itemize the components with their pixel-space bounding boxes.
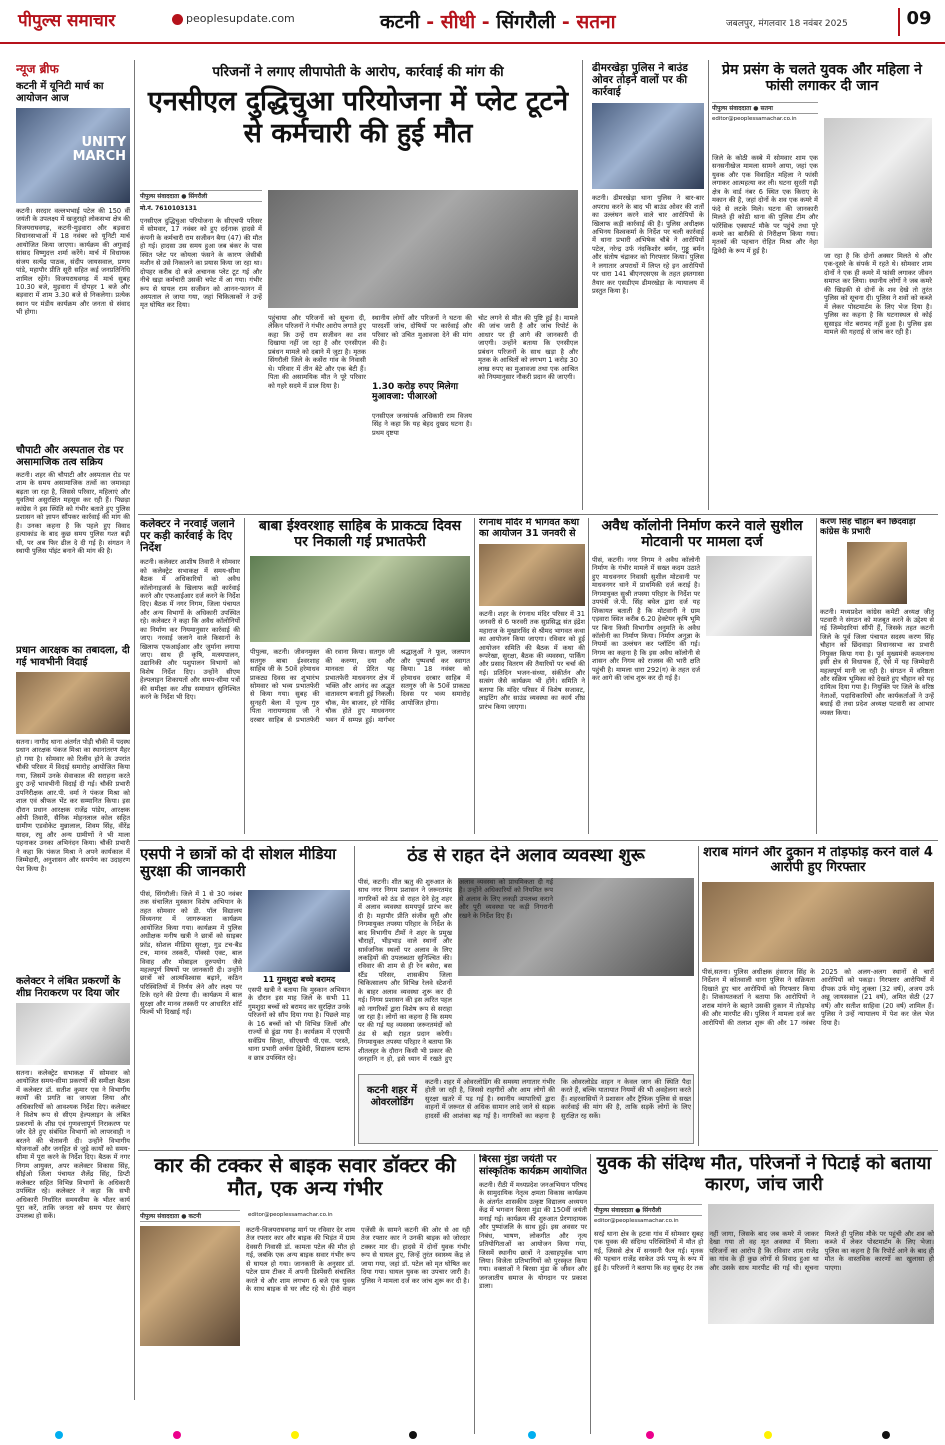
dhimarkheda-body: कटनी। ढीमरखेड़ा थाना पुलिस ने बार-बार अपराध करने के बाद भी बाउंड ओवर की शर्तों का उल्लंघन करने वाले चार आरोपियों के खिलाफ कड़ी कार्रवाई की है। पुलिस अधीक्षक अभिनय विश्वकर्मा के निर्देश पर चली कार्रवाई में थाना प्रभारी अभिषेक चौबे ने आरोपियों पटेल, नरेन्द्र उर्फ नंदकिशोर बर्मन, गुड्डू बर्मन और संतोष चंद्राकर को गिरफ्तार किया। पुलिस ने लगातार अपराधों में लिप्त रहे इन आरोपियों पर धारा 141 बीएनएसएस के तहत इस्तगासा तैयार कर एसडीएम ढीमरखेड़ा के न्यायालय में प्रस्तुत किया है।: [592, 194, 704, 295]
sp-school-photo: [248, 890, 350, 972]
section-satna: सतना: [576, 11, 616, 33]
sharab-accused-photo: [702, 882, 934, 962]
alav-story: [358, 846, 694, 1146]
lead-kicker: परिजनों ने लगाए लीपापोती के आरोप, कार्रवाई की मांग की: [212, 64, 504, 80]
website-link[interactable]: peoplesupdate.com: [186, 12, 295, 25]
alav-headline: ठंड से राहत देने अलाव व्यवस्था शुरू: [407, 846, 645, 866]
section-title: कटनी - सीधी - सिंगरौली - सतना: [380, 11, 616, 33]
dhimarkheda-photo: [592, 103, 704, 189]
car-story: [140, 1154, 470, 1434]
page-number: 09: [898, 8, 938, 36]
lead-col-4: चोट लगने से मौत की पुष्टि हुई है। मामले की जांच जारी है और जांच रिपोर्ट के आधार पर ही आगे की जानकारी दी जाएगी। उन्होंने बताया कि एनसीएल प्रबंधन परिजनों के साथ खड़ा है और मृतक के आश्रितों को लगभग 1 करोड़ 30 लाख रुपए का मुआवजा तथा एक आश्रित को नियमानुसार नौकरी प्रदान की जाएगी।: [478, 314, 578, 382]
yuvak-email[interactable]: editor@peoplessamachar.co.in: [594, 1218, 679, 1224]
prem-byline: पीपुल्स संवाददाता ● सतना: [712, 102, 818, 114]
avaidh-headline: अवैध कॉलोनी निर्माण करने वाले सुशील मोटवानी पर मामला दर्ज: [601, 518, 803, 551]
karan-body: कटनी। मध्यप्रदेश कांग्रेस कमेटी अध्यक्ष जीतू पटवारी ने संगठन को मजबूत करने के उद्देश्य से नई जिम्मेदारियां सौंपी हैं, जिसके तहत कटनी जिले के पूर्व जिला पंचायत सदस्य करण सिंह चौहान को छिंदवाड़ा विधानसभा का प्रभारी नियुक्त किया गया है। पूर्व मुख्यमंत्री कमलनाथ इसी क्षेत्र से विधायक हैं, ऐसे में यह जिम्मेदारी महत्वपूर्ण मानी जा रही है। संगठन में वरिष्ठता और सक्रिय भूमिका को देखते हुए चौहान को यह दायित्व दिया गया है। नियुक्ति पर जिले के वरिष्ठ नेताओं, पदाधिकारियों और कार्यकर्ताओं ने उन्हें बधाई दी तथा प्रदेश अध्यक्ष पटवारी का आभार व्यक्त किया।: [820, 607, 934, 717]
sharab-story: [702, 846, 934, 1146]
masthead: [0, 0, 945, 44]
rangnath-photo: [479, 544, 585, 606]
alav-body: पीसं, कटनी। शीत ऋतु की शुरुआत के साथ नगर निगम प्रशासन ने जरूरतमंद नागरिकों को ठंड से राहत देने हेतु शहर में अलाव व्यवस्था समयपूर्व प्रारंभ कर दी है। महापौर प्रीति संजीव सूरी और निगमायुक्त तपस्या परिहार के निर्देश के बाद विभागीय टीमों ने शहर के प्रमुख चौराहों, भीड़भाड़ वाले स्थानों और सार्वजनिक स्थलों पर अलाव के लिए लकड़ियों की उपलब्धता सुनिश्चित की। रविवार की शाम से ही रेन बसेरा, बस स्टैंड परिसर, शासकीय जिला चिकित्सालय और विभिन्न रेलवे स्टेशनों के बाहर अलाव व्यवस्था शुरू कर दी गई। निगम प्रशासन की इस त्वरित पहल को नागरिकों द्वारा विशेष रूप से सराहा जा रहा है। लोगों का कहना है कि समय पर की गई यह व्यवस्था जरूरतमंदों को ठंड से बड़ी राहत प्रदान करेगी। निगमायुक्त तपस्या परिहार ने बताया कि शीतलहर के दौरान किसी भी प्रकार की जनहानि न हो, इसे ध्यान में रखते हुए: [358, 878, 452, 1064]
news-brief-column: [16, 60, 130, 1400]
lead-photo-plant: [268, 190, 578, 308]
birsa-headline: बिरसा मुंडा जयंती पर सांस्कृतिक कार्यक्रम आयोजित: [479, 1154, 587, 1177]
lead-col-3b: एनसीएल जनसंपर्क अधिकारी राम विजय सिंह ने कहा कि यह बेहद दुखद घटना है। प्रथम दृष्टया: [372, 412, 472, 437]
brief-3-body: सतना। नागौद थाना अंतर्गत पोड़ी चौकी में पदस्थ प्रधान आरक्षक पंकज मिश्रा का स्थानांतरण मैहर हो गया है। सोमवार को रिलीव होने के उपरांत चौकी परिसर में विदाई समारोह आयोजित किया गया, जिसमें उनके सेवाकाल की सराहना करते हुए उन्हें भावभीनी विदाई दी गई। चौकी प्रभारी उपनिरीक्षक आर.पी. वर्मा ने पंकज मिश्रा को शाल एवं श्रीफल भेंट कर सम्मानित किया। इस दौरान प्रधान आरक्षक राजेंद्र पांडेय, आरक्षक ओपी तिवारी, सैनिक मोहनलाल कोल सहित ग्रामीण एडवोकेट मुन्नालाल, शिवम सिंह, वीरेंद्र यादव, रघु और अन्य ग्रामीणों ने भी माला पहनाकर उनका अभिनंदन किया। चौकी प्रभारी ने कहा कि पंकज मिश्रा ने अपने कार्यकाल में जिम्मेदारी, अनुशासन और समर्पण का उदाहरण पेश किया है।: [16, 738, 130, 873]
unity-march-photo: [16, 108, 130, 203]
brief-1-body: कटनी। सरदार वल्लभभाई पटेल की 150 वीं जयंती के उपलक्ष्य में खजुराहो लोकसभा क्षेत्र की विजयराघवगढ़, कटनी-मुड़वारा और बड़वारा विधानसभाओं में 18 नवंबर को यूनिटी मार्च आयोजित किया जाएगा। कार्यक्रम की अगुवाई सांसद विष्णुदत्त शर्मा करेंगे। मार्च में विधायक संजय सत्येंद्र पाठक, संदीप जायसवाल, प्रणय पांडे, महापौर प्रीति सूरी सहित कई जनप्रतिनिधि शामिल रहेंगे। विजयराघवगढ़ में मार्च सुबह 10.30 बजे, मुड़वारा में दोपहर 1 बजे और बड़वारा में शाम 3.30 बजे से निकलेगा। प्रत्येक स्थान पर मंडीय कार्यक्रम और जनता से संवाद भी होगा।: [16, 207, 130, 317]
farewell-photo: [16, 672, 130, 734]
section-sidhi: सीधी: [440, 11, 476, 33]
overloading-body: कटनी। शहर में ओवरलोडिंग की समस्या लगातार गंभीर होती जा रही है, जिससे राहगीरों और आम लोगों की सुरक्षा खतरे में पड़ गई है। स्थानीय व्यापारियों द्वारा वाहनों में जरूरत से अधिक सामान लादे जाने से सड़क हादसों की आशंका बढ़ गई है। नागरिकों का कहना है कि ओवरलोडेड वाहन न केवल जान की स्थिति पैदा करते हैं, बल्कि यातायात नियमों की भी अवहेलना करते हैं। शहरवासियों ने प्रशासन और ट्रैफिक पुलिस से सख्त कार्रवाई की मांग की है, ताकि सड़कें लोगों के लिए सुरक्षित रह सकें।: [425, 1078, 691, 1120]
section-katni: कटनी: [380, 11, 420, 33]
collector-story: [140, 518, 240, 838]
avaidh-story: [592, 518, 812, 838]
lead-byline: पीपुल्स संवाददाता ● सिंगरौली: [140, 190, 262, 202]
birsa-body: कटनी। रीठी में मध्यप्रदेश जनअभियान परिषद के सामुदायिक नेतृत्व क्षमता विकास कार्यक्रम के अंतर्गत शासकीय उत्कृष्ट विद्यालय अध्ययन केंद्र में भगवान बिरसा मुंडा की 150वीं जयंती मनाई गई। कार्यक्रम की शुरुआत प्रेरणादायक और पुष्पांजलि के साथ हुई। इस अवसर पर निबंध, भाषण, लोकगीत और नृत्य प्रतियोगिताओं का आयोजन किया गया, जिसमें स्थानीय छात्रों ने उत्साहपूर्वक भाग लिया। विजेता प्रतिभागियों को पुरस्कृत किया गया। वक्ताओं ने बिरसा मुंडा के जीवन और जनजातीय समाज के योगदान पर प्रकाश डाला।: [479, 1181, 587, 1291]
rangnath-body: कटनी। शहर के रंगनाथ मंदिर परिसर में 31 जनवरी से 6 फरवरी तक सुप्रसिद्ध संत इंद्रेश महाराज के मुखारविंद से श्रीमद भागवत कथा का आयोजन किया जाएगा। रविवार को हुई आयोजन समिति की बैठक में कथा की रूपरेखा, सुरक्षा, बैठक की व्यवस्था, पार्किंग और प्रसाद वितरण की तैयारियों पर चर्चा की गई। प्रतिदिन भजन-संध्या, संकीर्तन और सत्संग जैसे कार्यक्रम भी होंगे। समिति ने बताया कि मंदिर परिसर में विशेष सजावट, लाइटिंग और साउंड व्यवस्था का कार्य शीघ्र प्रारंभ किया जाएगा।: [479, 609, 585, 711]
yuvak-byline: पीपुल्स संवाददाता ● सिंगरौली: [594, 1204, 702, 1216]
yuvak-story: [594, 1154, 934, 1434]
overloading-label: कटनी शहर में ओवरलोडिंग: [366, 1085, 417, 1108]
baba-procession-photo: [250, 556, 470, 642]
print-color-strip: [0, 1430, 945, 1440]
lead-col-1: एनसीएल दुद्धिचुआ परियोजना के सीएचपी परिसर में सोमवार, 17 नवंबर को हुए दर्दनाक हादसे में कंपनी के कर्मचारी राम सजीवन बैगा (47) की मौत हो गई। हादसा उस समय हुआ जब बंकर के पास स्थित प्लेट पर कोयला फंसने के कारण जेसीबी मशीन से उसे निकालने का प्रयास किया जा रहा था। दोपहर करीब दो बजे अचानक प्लेट टूट गई और नीचे खड़ा कर्मचारी उसकी चपेट में आ गया। गंभीर रूप से घायल राम सजीवन को आनन-फानन में अस्पताल ले जाया गया, जहां चिकित्सकों ने उन्हें मृत घोषित कर दिया।: [140, 217, 262, 310]
lead-story: [138, 62, 578, 512]
section-singrauli: सिंगरौली: [496, 11, 556, 33]
dhimarkheda-headline: ढीमरखेड़ा पुलिस ने बाउंड ओवर तोड़ने वालों पर की कार्रवाई: [592, 62, 688, 99]
brief-2-body: कटनी। शहर की चौपाटी और अस्पताल रोड पर शाम के समय असामाजिक तत्वों का जमावड़ा बढ़ता जा रहा है, जिससे परिवार, महिलाएं और युवतियां असुरक्षित महसूस कर रही हैं। पिछड़ा कांग्रेस ने इस स्थिति को गंभीर बताते हुए पुलिस प्रशासन को ज्ञापन सौंपकर कार्रवाई की मांग की है। उनका कहना है कि पहले हुए विवाद हत्याकांड के बाद कुछ समय पुलिस गश्त बढ़ी थी, पर अब फिर ढील दे दी गई है। संगठन ने स्थायी पुलिस पॉइंट बनाने की मांग की है।: [16, 471, 130, 555]
website-icon: [172, 14, 183, 25]
lead-headline: एनसीएल दुद्धिचुआ परियोजना में प्लेट टूटने से कर्मचारी की हुई मौत: [147, 86, 569, 150]
brand-logo: पीपुल्स समाचार: [18, 11, 116, 31]
avaidh-colony-photo: [706, 556, 812, 636]
dhimarkheda-story: [592, 62, 704, 510]
collector-body: कटनी। कलेक्टर आशीष तिवारी ने सोमवार को कलेक्ट्रेट सभाकक्ष में समय-सीमा बैठक में अधिकारियों को अवैध कॉलोनाइजर्स के खिलाफ कड़ी कार्रवाई करने और एफआईआर दर्ज करने के निर्देश दिए। बैठक में नगर निगम, जिला पंचायत और अन्य विभागों के अधिकारी उपस्थित रहे। कलेक्टर ने कहा कि अवैध कॉलोनियों का निर्माण कर नियमानुसार कार्रवाई की जाए। नरवाई जलाने वाले किसानों के खिलाफ एफआईआर और जुर्माना लगाया जाए। साथ ही कृषि, मत्स्यपालन, उद्यानिकी और पशुपालन विभागों को विशेष निर्देश दिए। उन्होंने सीएम हेल्पलाइन शिकायतों और समय-सीमा पत्रों की समीक्षा कर शीघ्र समाधान सुनिश्चित करने के निर्देश भी दिए।: [140, 558, 240, 702]
prem-story: [712, 62, 932, 510]
sp-body: पीसं, सिंगरौली। जिले में 1 से 30 नवंबर तक संचालित मुस्कान विशेष अभियान के तहत सोमवार को डी. पॉल विद्यालय विंध्यनगर में जागरूकता कार्यक्रम आयोजित किया गया। कार्यक्रम में पुलिस अधीक्षक मनीष खत्री ने छात्रों को साइबर फ्रॉड, सोशल मीडिया सुरक्षा, गुड टच-बैड टच, मानव तस्करी, पॉक्सो एक्ट, बाल विवाह और मोबाइल दुरुपयोग जैसे महत्वपूर्ण विषयों पर जानकारी दी। उन्होंने छात्रों को आत्मविश्वास बढ़ाने, कठिन परिस्थितियों में निर्णय लेने और लक्ष्य पर टिके रहने की प्रेरणा दी। कार्यक्रम में बाल सुरक्षा और मानव तस्करी पर आधारित शॉर्ट फिल्में भी दिखाई गईं।: [140, 890, 242, 1017]
brief-3-headline: प्रधान आरक्षक का तबादला, दी गई भावभीनी विदाई: [16, 645, 130, 668]
yuvak-headline: युवक की संदिग्ध मौत, परिजनों ने पिटाई को बताया कारण, जांच जारी: [596, 1154, 932, 1195]
brief-4-headline: कलेक्टर ने लंबित प्रकरणों के शीघ्र निराकरण पर दिया जोर: [16, 976, 121, 999]
baba-body: पीपुल्स, कटनी। जीवनमुक्त सतगुरु बाबा ईश्वरशाह साहिब जी के 50वें हरेमाधव प्राकट्य दिवस का शुभारंभ सोमवार को भव्य प्रभातफेरी से किया गया। सुबह की सुनहरी बेला में पूज्य गुरु पिता नारायणदास जी ने दरबार साहिब से प्रभातफेरी की रवाना किया। सतगुरु जी की करुणा, दया और मानवता से प्रेरित यह प्रभातफेरी माधवनगर क्षेत्र में भक्ति और आनंद का अद्भुत वातावरण बनाती हुई निकली। चौक, मेन बाजार, हरे गोविंद चौक होते हुए माधवनगर भवन में सम्पन्न हुई। मार्गभर श्रद्धालुओं ने फूल, जलपान और पुष्पवर्षा कर स्वागत किया। 18 नवंबर को हरेमाधव दरबार साहिब में सतगुरु जी के 50वें प्राकट्य दिवस पर भव्य समारोह आयोजित होगा।: [250, 648, 470, 724]
brief-1-headline: कटनी में यूनिटी मार्च का आयोजन आज: [16, 81, 104, 104]
car-accident-photo: [140, 1226, 240, 1346]
avaidh-body: पीसं, कटनी। नगर निगम ने अवैध कॉलोनी निर्माण के गंभीर मामले में सख्त कदम उठाते हुए माधवनगर निवासी सुशील मोटवानी पर माधवनगर थाने में प्राथमिकी दर्ज कराई है। निगमायुक्त सुश्री तपस्या परिहार के निर्देश पर उपयंत्री जे.पी. सिंह बघेल द्वारा दर्ज यह शिकायत बताती है कि मोटवानी ने ग्राम एड़वारा स्थित करीब 6.20 हेक्टेयर कृषि भूमि पर बिना किसी विभागीय अनुमति के अवैध कॉलोनी का निर्माण किया। निर्माण अनुज्ञा के नियमों का उल्लंघन कर प्लॉटिंग की गई। निगम का कहना है कि इस अवैध कॉलोनी से शासन और निगम को राजस्व की भारी क्षति पहुंची है। मामला धारा 292(ग) के तहत दर्ज कर आगे की जांच शुरू कर दी गई है।: [592, 556, 700, 683]
lead-col-2: पहुंचाया और परिजनों को सूचना दी, लेकिन परिजनों ने गंभीर आरोप लगाते हुए कहा कि उन्हें राम सजीवन का शव दिखाया नहीं जा रहा है और एनसीएल प्रबंधन मामले को दबाने में जुटा है। मृतक सिंगरौली जिले के कर्सेरा गांव के निवासी थे। परिवार में तीन बेटे और एक बेटी हैं। पिता की असामयिक मौत ने पूरे परिवार को गहरे सदमे में डाल दिया है।: [268, 314, 366, 390]
brief-4-body: सतना। कलेक्ट्रेट सभाकक्ष में सोमवार को आयोजित समय-सीमा प्रकरणों की समीक्षा बैठक में कलेक्टर डॉ. सतीश कुमार एस ने विभागीय कार्यों की प्रगति का जायजा लिया और अधिकारियों को आवश्यक निर्देश दिए। कलेक्टर ने विशेष रूप से सीएम हेल्पलाइन के लंबित प्रकरणों के शीघ्र एवं गुणवत्तापूर्ण निराकरण पर जोर देते हुए संबंधित विभागों को लापरवाही न बरतने की चेतावनी दी। उन्होंने विभागीय योजनाओं और जनहित से जुड़े कार्यों को समय-सीमा में पूरा करने के निर्देश दिए। बैठक में नगर निगम आयुक्त, अपर कलेक्टर विकास सिंह, सीईओ जिला पंचायत शैलेंद्र सिंह, डिप्टी कलेक्टर सहित विभिन्न विभागों के अधिकारी उपस्थित रहे। कलेक्टर ने कहा कि सभी अधिकारी निर्धारित समयसीमा के भीतर कार्य पूरा करें, ताकि जनता को समय पर सेवाएं उपलब्ध हो सकें।: [16, 1069, 130, 1221]
prem-photo: [824, 118, 932, 248]
prem-col-1: जिले के कोठी कस्बे में सोमवार शाम एक सनसनीखेज मामला सामने आया, जहां एक युवक और एक विवाहित महिला ने फांसी लगाकर आत्महत्या कर ली। घटना सुरती गढ़ी क्षेत्र के वार्ड नंबर 6 स्थित एक किराए के मकान की है, जहां दोनों के शव एक कमरे में फंदे से लटके मिले। घटना की जानकारी मिलते ही कोठी थाना की पुलिस टीम और फॉरेंसिक एक्सपर्ट मौके पर पहुंचे तथा पूरे कमरे का बारीकी से निरीक्षण किया गया। मृतकों की पहचान रोहित मिश्रा और नेहा द्विवेदी के रूप में हुई है।: [712, 154, 818, 255]
sp-body-2: एसपी खत्री ने बताया कि मुस्कान अभियान के दौरान इस माह जिले के सभी 11 गुमशुदा बच्चों को बरामद कर सुरक्षित उनके परिजनों को सौंप दिया गया है। पिछले माह के 16 बच्चों को भी विभिन्न जिलों और राज्यों से ढूंढा गया है। कार्यक्रम में एएसपी सर्वप्रिय सिन्हा, सीएसपी पी.एस. परस्ते, थाना प्रभारी अर्चना द्विवेदी, विद्यालय स्टाफ व छात्र उपस्थित रहे।: [248, 986, 350, 1062]
karan-story: [820, 518, 934, 838]
baba-story: [250, 518, 470, 838]
news-brief-label: न्यूज ब्रीफ: [16, 62, 59, 76]
sp-photo-caption: 11 गुमशुदा बच्चे बरामद: [262, 975, 336, 984]
collector-meeting-photo: [16, 1003, 130, 1065]
lead-phone: मो.नं. 7610103131: [140, 205, 197, 212]
sharab-headline: शराब मांगने और दुकान में तोड़फोड़ करने वाले 4 आरोपी हुए गिरफ्तार: [703, 846, 933, 875]
car-byline: पीपुल्स संवाददाता ● कटनी: [140, 1210, 240, 1222]
prem-email[interactable]: editor@peoplessamachar.co.in: [712, 116, 797, 123]
sp-story: [140, 846, 350, 1146]
car-headline: कार की टक्कर से बाइक सवार डॉक्टर की मौत, एक अन्य गंभीर: [154, 1154, 456, 1200]
sp-headline: एसपी ने छात्रों को दी सोशल मीडिया सुरक्षा की जानकारी: [140, 846, 337, 881]
lead-col-3: स्थानीय लोगों और परिजनों ने घटना की पारदर्शी जांच, दोषियों पर कार्रवाई और परिवार को उचित मुआवजा देने की मांग की है।: [372, 314, 472, 348]
overloading-box: [358, 1074, 694, 1144]
rangnath-headline: रंगनाथ मंदिर में भागवत कथा का आयोजन 31 जनवरी से: [479, 518, 580, 539]
collector-headline: कलेक्टर ने नरवाई जलाने पर कड़ी कार्रवाई के दिए निर्देश: [140, 518, 235, 555]
karan-headline: करण सिंह चौहान बने छिंदवाड़ा कांग्रेस के प्रभारी: [820, 518, 916, 537]
unity-march-banner: UNITY MARCH: [72, 135, 126, 165]
brief-2-headline: चौपाटी और अस्पताल रोड पर असामाजिक तत्व सक्रिय: [16, 445, 124, 468]
prem-headline: प्रेम प्रसंग के चलते युवक और महिला ने फांसी लगाकर दी जान: [722, 62, 922, 95]
yuvak-body: सरई थाना क्षेत्र के हटवा गांव में सोमवार सुबह एक युवक की संदिग्ध परिस्थितियों में मौत हो गई, जिससे क्षेत्र में सनसनी फैल गई। मृतक की पहचान राजेंद्र साकेत उर्फ पप्पू के रूप में हुई है। परिजनों ने बताया कि वह सुबह देर तक नहीं जागा, जिसके बाद जब कमरे में जाकर देखा गया तो वह मृत अवस्था में मिला। परिजनों का आरोप है कि रविवार शाम राजेंद्र का गांव के ही कुछ लोगों से विवाद हुआ था और उसके साथ मारपीट की गई थी। सूचना मिलते ही पुलिस मौके पर पहुंची और शव को कब्जे में लेकर पोस्टमार्टम के लिए भेजा। पुलिस का कहना है कि रिपोर्ट आने के बाद ही मौत के वास्तविक कारणों का खुलासा हो पाएगा।: [594, 1230, 934, 1272]
sharab-body: पीसं,सतना। पुलिस अधीक्षक हंसराज सिंह के निर्देशन में कोतवाली थाना पुलिस ने सक्रियता दिखाते हुए चार आरोपियों को गिरफ्तार किया है। शिकायतकर्ता ने बताया कि आरोपियों ने शराब मांगने के बहाने उसकी दुकान में तोड़फोड़ की और मारपीट की। पुलिस ने मामला दर्ज कर आरोपियों की तलाश शुरू की और 17 नवंबर 2025 को अलग-अलग स्थानों से चारों आरोपियों को पकड़ा। गिरफ्तार आरोपियों में दीपक उर्फ मोनू शुक्ला (32 वर्ष), अजय उर्फ अन्नू जायसवाल (21 वर्ष), अमित सेठी (27 वर्ष) और सतीश साहिवा (20 वर्ष) शामिल हैं। पुलिस ने उन्हें न्यायालय में पेश कर जेल भेज दिया है।: [702, 967, 934, 1027]
birsa-story: [479, 1154, 587, 1434]
dateline: जबलपुर, मंगलवार 18 नवंबर 2025: [726, 19, 848, 29]
rangnath-story: [479, 518, 585, 838]
car-body: कटनी-विजयराघवगढ़ मार्ग पर रविवार देर शाम तेज रफ्तार कार और बाइक की भिड़ंत में ग्राम देवसरी निवासी डॉ. कामता पटेल की मौत हो गई, जबकि एक अन्य बाइक सवार गंभीर रूप से घायल हो गया। जानकारी के अनुसार डॉ. पटेल ग्राम टीकर में अपनी डिस्पेंसरी संचालित करते थे और शाम लगभग 6 बजे एक युवक के साथ बाइक से घर लौट रहे थे। हीरो वाहन एजेंसी के सामने कटनी की ओर से आ रही तेज रफ्तार कार ने उनकी बाइक को जोरदार टक्कर मार दी। हादसे में दोनों युवक गंभीर रूप से घायल हुए, जिन्हें तुरंत स्वास्थ्य केंद्र ले जाया गया, जहां डॉ. पटेल को मृत घोषित कर दिया गया। घायल युवक का उपचार जारी है। पुलिस ने मामला दर्ज कर जांच शुरू कर दी है।: [246, 1226, 470, 1294]
car-email[interactable]: editor@peoplessamachar.co.in: [248, 1212, 333, 1218]
lead-subhead: 1.30 करोड़ रुपए मिलेगा मुआवजा: पीआरओ: [372, 382, 459, 403]
baba-headline: बाबा ईश्वरशाह साहिब के प्राकट्य दिवस पर निकाली गई प्रभातफेरी: [258, 518, 462, 551]
karan-portrait: [847, 542, 907, 604]
prem-col-2: जा रहा है कि दोनों अक्सर मिलते थे और एक-दूसरे के संपर्क में रहते थे। सोमवार शाम दोनों ने एक ही कमरे में फांसी लगाकर जीवन समाप्त कर लिया। स्थानीय लोगों ने जब कमरे की खिड़की से दोनों के शव देखे तो तुरंत पुलिस को सूचना दी। पुलिस ने शवों को कब्जे में लेकर पोस्टमार्टम के लिए भेज दिया है। पुलिस का कहना है कि घटनास्थल से कोई सुसाइड नोट बरामद नहीं हुआ है। पुलिस इस मामले की गहराई से जांच कर रही है।: [824, 252, 932, 336]
